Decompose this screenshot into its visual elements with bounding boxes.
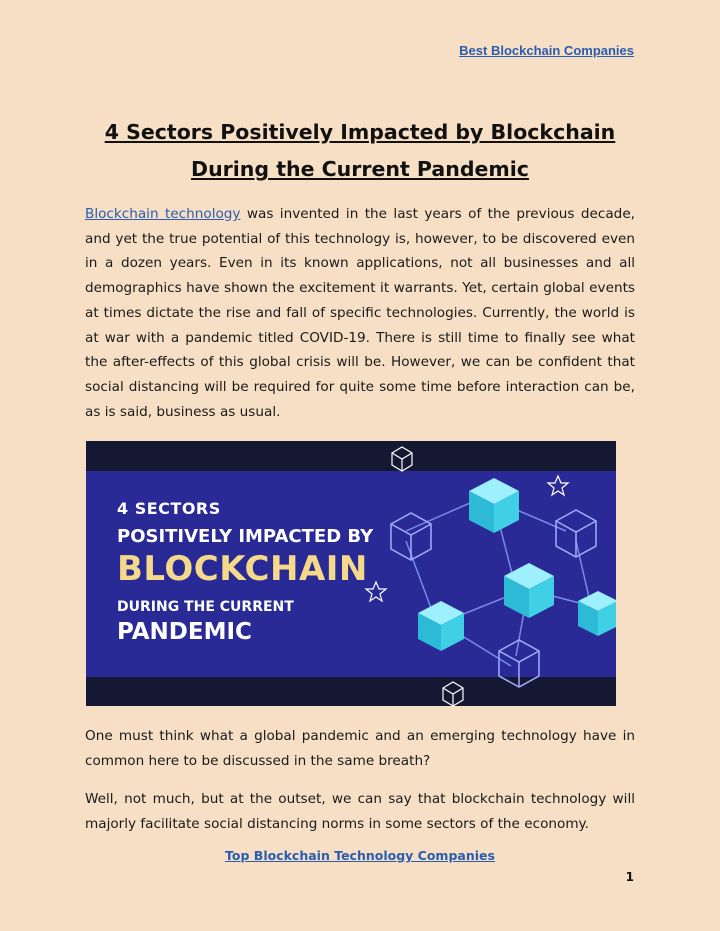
banner-image [86,441,616,706]
blockchain-technology-link[interactable]: Blockchain technology [85,206,241,222]
banner-line-2: POSITIVELY IMPACTED BY [117,526,374,547]
header-link[interactable]: Best Blockchain Companies [459,43,634,58]
paragraph-3: Well, not much, but at the outset, we can say that blockchain technology will majorly facilitate social distancing norms in some sectors of the economy. [85,791,635,832]
banner-line-3: BLOCKCHAIN [117,549,368,589]
banner-line-4: DURING THE CURRENT [117,599,294,615]
filled-cube [418,601,464,651]
intro-text: was invented in the last years of the previous decade, and yet the true potential of this technology is, however, to be discovered even in a dozen years. Even in its known applications, not all businesses and all demographics have shown the excitement it warrants. Yet, certain global events at times dictate the rise and fall of specific technologies. Currently, the world is at war with a pandemic titled COVID-19. There is still time to finally see what the after-effects of this global crisis will be. However, we can be confident that social distancing will be required for quite some time before interaction can be, as is said, business as usual. [85,206,635,420]
page-number: 1 [625,870,634,884]
page-title [0,114,720,188]
title-line-2: During the Current Pandemic [191,157,529,181]
paragraph-2: One must think what a global pandemic and an emerging technology have in common here to be discussed in the same breath? [85,728,635,769]
filled-cube [469,478,519,533]
banner-line-5: PANDEMIC [117,619,252,645]
intro-paragraph [85,202,635,424]
title-line-1: 4 Sectors Positively Impacted by Blockchain [104,120,616,144]
footer-link[interactable]: Top Blockchain Technology Companies [225,848,495,863]
banner-line-1: 4 SECTORS [117,499,221,518]
filled-cube [578,591,616,636]
